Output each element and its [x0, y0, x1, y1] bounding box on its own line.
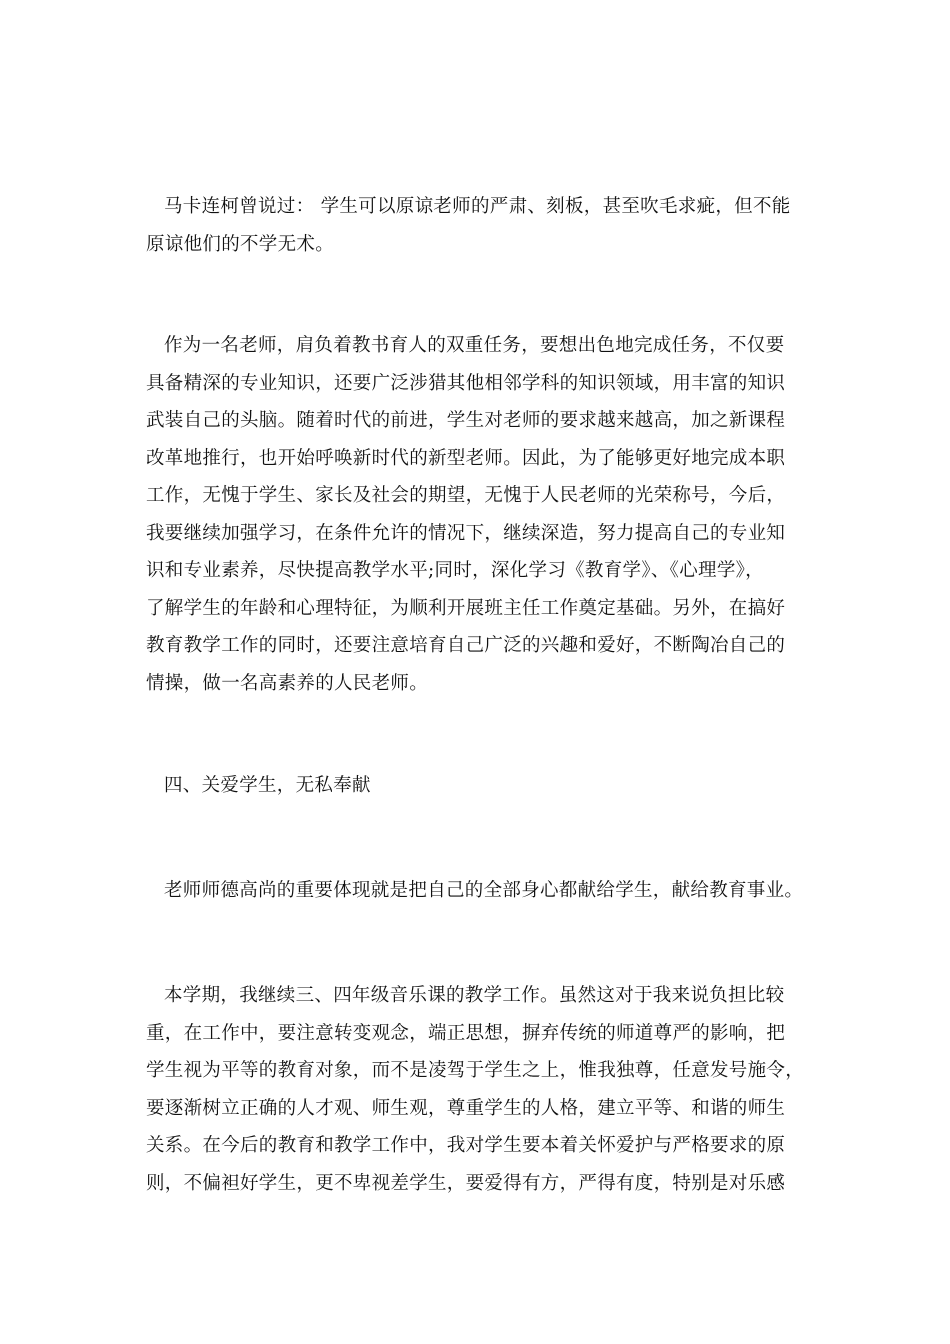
text-line: 武装自己的头脑。随着时代的前进，学生对老师的要求越来越高，加之新课程: [146, 410, 786, 431]
text-line: 具备精深的专业知识，还要广泛涉猎其他相邻学科的知识领域，用丰富的知识: [146, 372, 786, 394]
section-heading-text: 四、关爱学生，无私奉献: [164, 775, 371, 796]
paragraph-teacher-duty: [146, 327, 816, 702]
text-line: 工作，无愧于学生、家长及社会的期望，无愧于人民老师的光荣称号，今后，: [146, 485, 786, 506]
text-line: 则，不偏袒好学生，更不卑视差学生，要爱得有方，严得有度，特别是对乐感: [146, 1172, 786, 1194]
text-line: 老师师德高尚的重要体现就是把自己的全部身心都献给学生，献给教育事业。: [164, 880, 804, 901]
text-line: 作为一名老师，肩负着教书育人的双重任务，要想出色地完成任务，不仅要: [164, 335, 785, 356]
section-heading: [146, 767, 816, 805]
text-line: 识和专业素养，尽快提高教学水平;同时，深化学习《教育学》、《心理学》，: [146, 560, 764, 581]
text-line: 本学期，我继续三、四年级音乐课的教学工作。虽然这对于我来说负担比较: [164, 985, 785, 1006]
text-line: 情操，做一名高素养的人民老师。: [146, 672, 429, 694]
text-line: 改革地推行，也开始呼唤新时代的新型老师。因此，为了能够更好地完成本职: [146, 447, 786, 469]
text-line: 学生视为平等的教育对象，而不是凌驾于学生之上，惟我独尊，任意发号施令，: [146, 1060, 805, 1081]
text-line: 要逐渐树立正确的人才观、师生观，尊重学生的人格，建立平等、和谐的师生: [146, 1097, 786, 1119]
text-line: 重，在工作中，要注意转变观念，端正思想，摒弃传统的师道尊严的影响，把: [146, 1022, 786, 1044]
paragraph-this-semester: [146, 977, 816, 1202]
text-line: 关系。在今后的教育和教学工作中，我对学生要本着关怀爱护与严格要求的原: [146, 1135, 786, 1156]
text-line: 马卡连柯曾说过： 学生可以原谅老师的严肃、刻板，甚至吹毛求疵，但不能: [164, 196, 791, 217]
paragraph-makarenko-quote: [146, 188, 816, 263]
text-line: 原谅他们的不学无术。: [146, 233, 335, 255]
paragraph-virtue: [146, 872, 816, 910]
text-line: 我要继续加强学习，在条件允许的情况下，继续深造，努力提高自己的专业知: [146, 522, 786, 544]
text-line: 教育教学工作的同时，还要注意培育自己广泛的兴趣和爱好，不断陶冶自己的: [146, 635, 786, 656]
text-line: 了解学生的年龄和心理特征，为顺利开展班主任工作奠定基础。另外，在搞好: [146, 597, 786, 619]
